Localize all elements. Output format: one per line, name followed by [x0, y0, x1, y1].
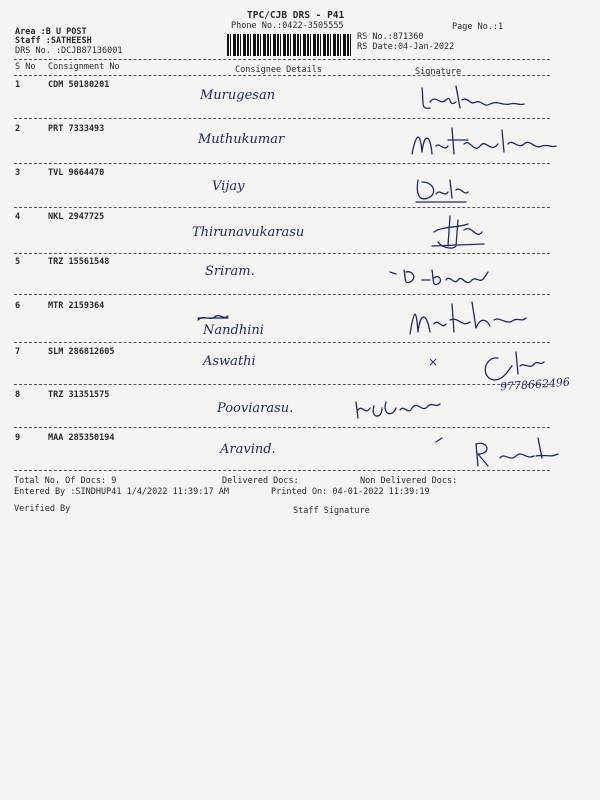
handwritten-signature — [352, 394, 442, 424]
divider — [14, 59, 550, 60]
divider — [14, 427, 550, 428]
rs-date: RS Date:04-Jan-2022 — [357, 42, 455, 52]
divider — [14, 253, 550, 254]
total-docs: Total No. Of Docs: 9 — [14, 476, 117, 486]
page-number: Page No.:1 — [452, 22, 504, 32]
handwritten-signature — [412, 172, 472, 206]
row-consignment-no: MTR 2159364 — [48, 301, 105, 311]
divider — [14, 75, 550, 76]
printed-on: Printed On: 04-01-2022 11:39:19 — [271, 487, 430, 497]
divider — [14, 342, 550, 343]
divider — [14, 207, 550, 208]
column-header-sno: S No — [15, 62, 36, 72]
handwritten-signature — [418, 82, 528, 114]
row-sno: 9 — [15, 433, 21, 443]
handwritten-signature — [428, 212, 488, 252]
row-consignment-no: PRT 7333493 — [48, 124, 105, 134]
row-sno: 4 — [15, 212, 21, 222]
handwritten-signature — [430, 432, 560, 470]
row-consignee-name: Aswathi — [203, 354, 256, 369]
divider — [14, 163, 550, 164]
row-consignee-name: Muthukumar — [198, 132, 285, 147]
row-consignee-name: Nandhini — [203, 323, 264, 338]
divider — [14, 118, 550, 119]
row-sno: 6 — [15, 301, 21, 311]
row-consignment-no: TVL 9664470 — [48, 168, 105, 178]
row-sno: 1 — [15, 80, 21, 90]
row-consignment-no: SLM 286812605 — [48, 347, 115, 357]
verified-by: Verified By — [14, 504, 71, 514]
row-consignment-no: NKL 2947725 — [48, 212, 105, 222]
row-sno: 3 — [15, 168, 21, 178]
row-consignee-name: Vijay — [212, 179, 245, 194]
column-header-consignment: Consignment No — [48, 62, 120, 72]
row-consignee-name: Aravind. — [220, 442, 276, 457]
row-consignee-name: Murugesan — [200, 88, 276, 103]
row-consignee-name: Thirunavukarasu — [192, 225, 305, 240]
row-consignment-no: TRZ 15561548 — [48, 257, 110, 267]
divider — [14, 384, 550, 385]
row-sno: 8 — [15, 390, 21, 400]
handwritten-signature — [388, 262, 498, 292]
cross-mark: × — [428, 355, 439, 369]
row-consignment-no: TRZ 31351575 — [48, 390, 110, 400]
row-sno: 2 — [15, 124, 21, 134]
entered-by: Entered By :SINDHUP41 1/4/2022 11:39:17 AM — [14, 487, 229, 497]
rs-number: RS No.:871360 — [357, 32, 424, 42]
row-sno: 7 — [15, 347, 21, 357]
column-header-signature: Signature — [415, 67, 462, 77]
row-consignment-no: CDM 50180201 — [48, 80, 110, 90]
area-label: Area :B U POST — [15, 27, 87, 37]
row-sno: 5 — [15, 257, 21, 267]
row-consignment-no: MAA 285350194 — [48, 433, 115, 443]
staff-label: Staff :SATHEESH — [15, 36, 92, 46]
handwritten-signature — [406, 298, 530, 338]
non-delivered-docs: Non Delivered Docs: — [360, 476, 458, 486]
handwritten-phone-note: 9778662496 — [499, 375, 571, 394]
delivered-docs: Delivered Docs: — [222, 476, 299, 486]
column-header-consignee: Consignee Details — [235, 65, 322, 75]
drs-number: DRS No. :DCJB87136001 — [15, 46, 123, 56]
row-consignee-name: Sriram. — [205, 264, 255, 279]
phone-number: Phone No.:0422-3505555 — [231, 21, 344, 31]
row-consignee-name: Pooviarasu. — [217, 401, 294, 416]
staff-signature: Staff Signature — [293, 506, 370, 516]
barcode — [227, 34, 351, 56]
document-title: TPC/CJB DRS - P41 — [247, 10, 345, 21]
divider — [14, 470, 550, 471]
divider — [14, 294, 550, 295]
handwritten-signature — [408, 124, 558, 160]
